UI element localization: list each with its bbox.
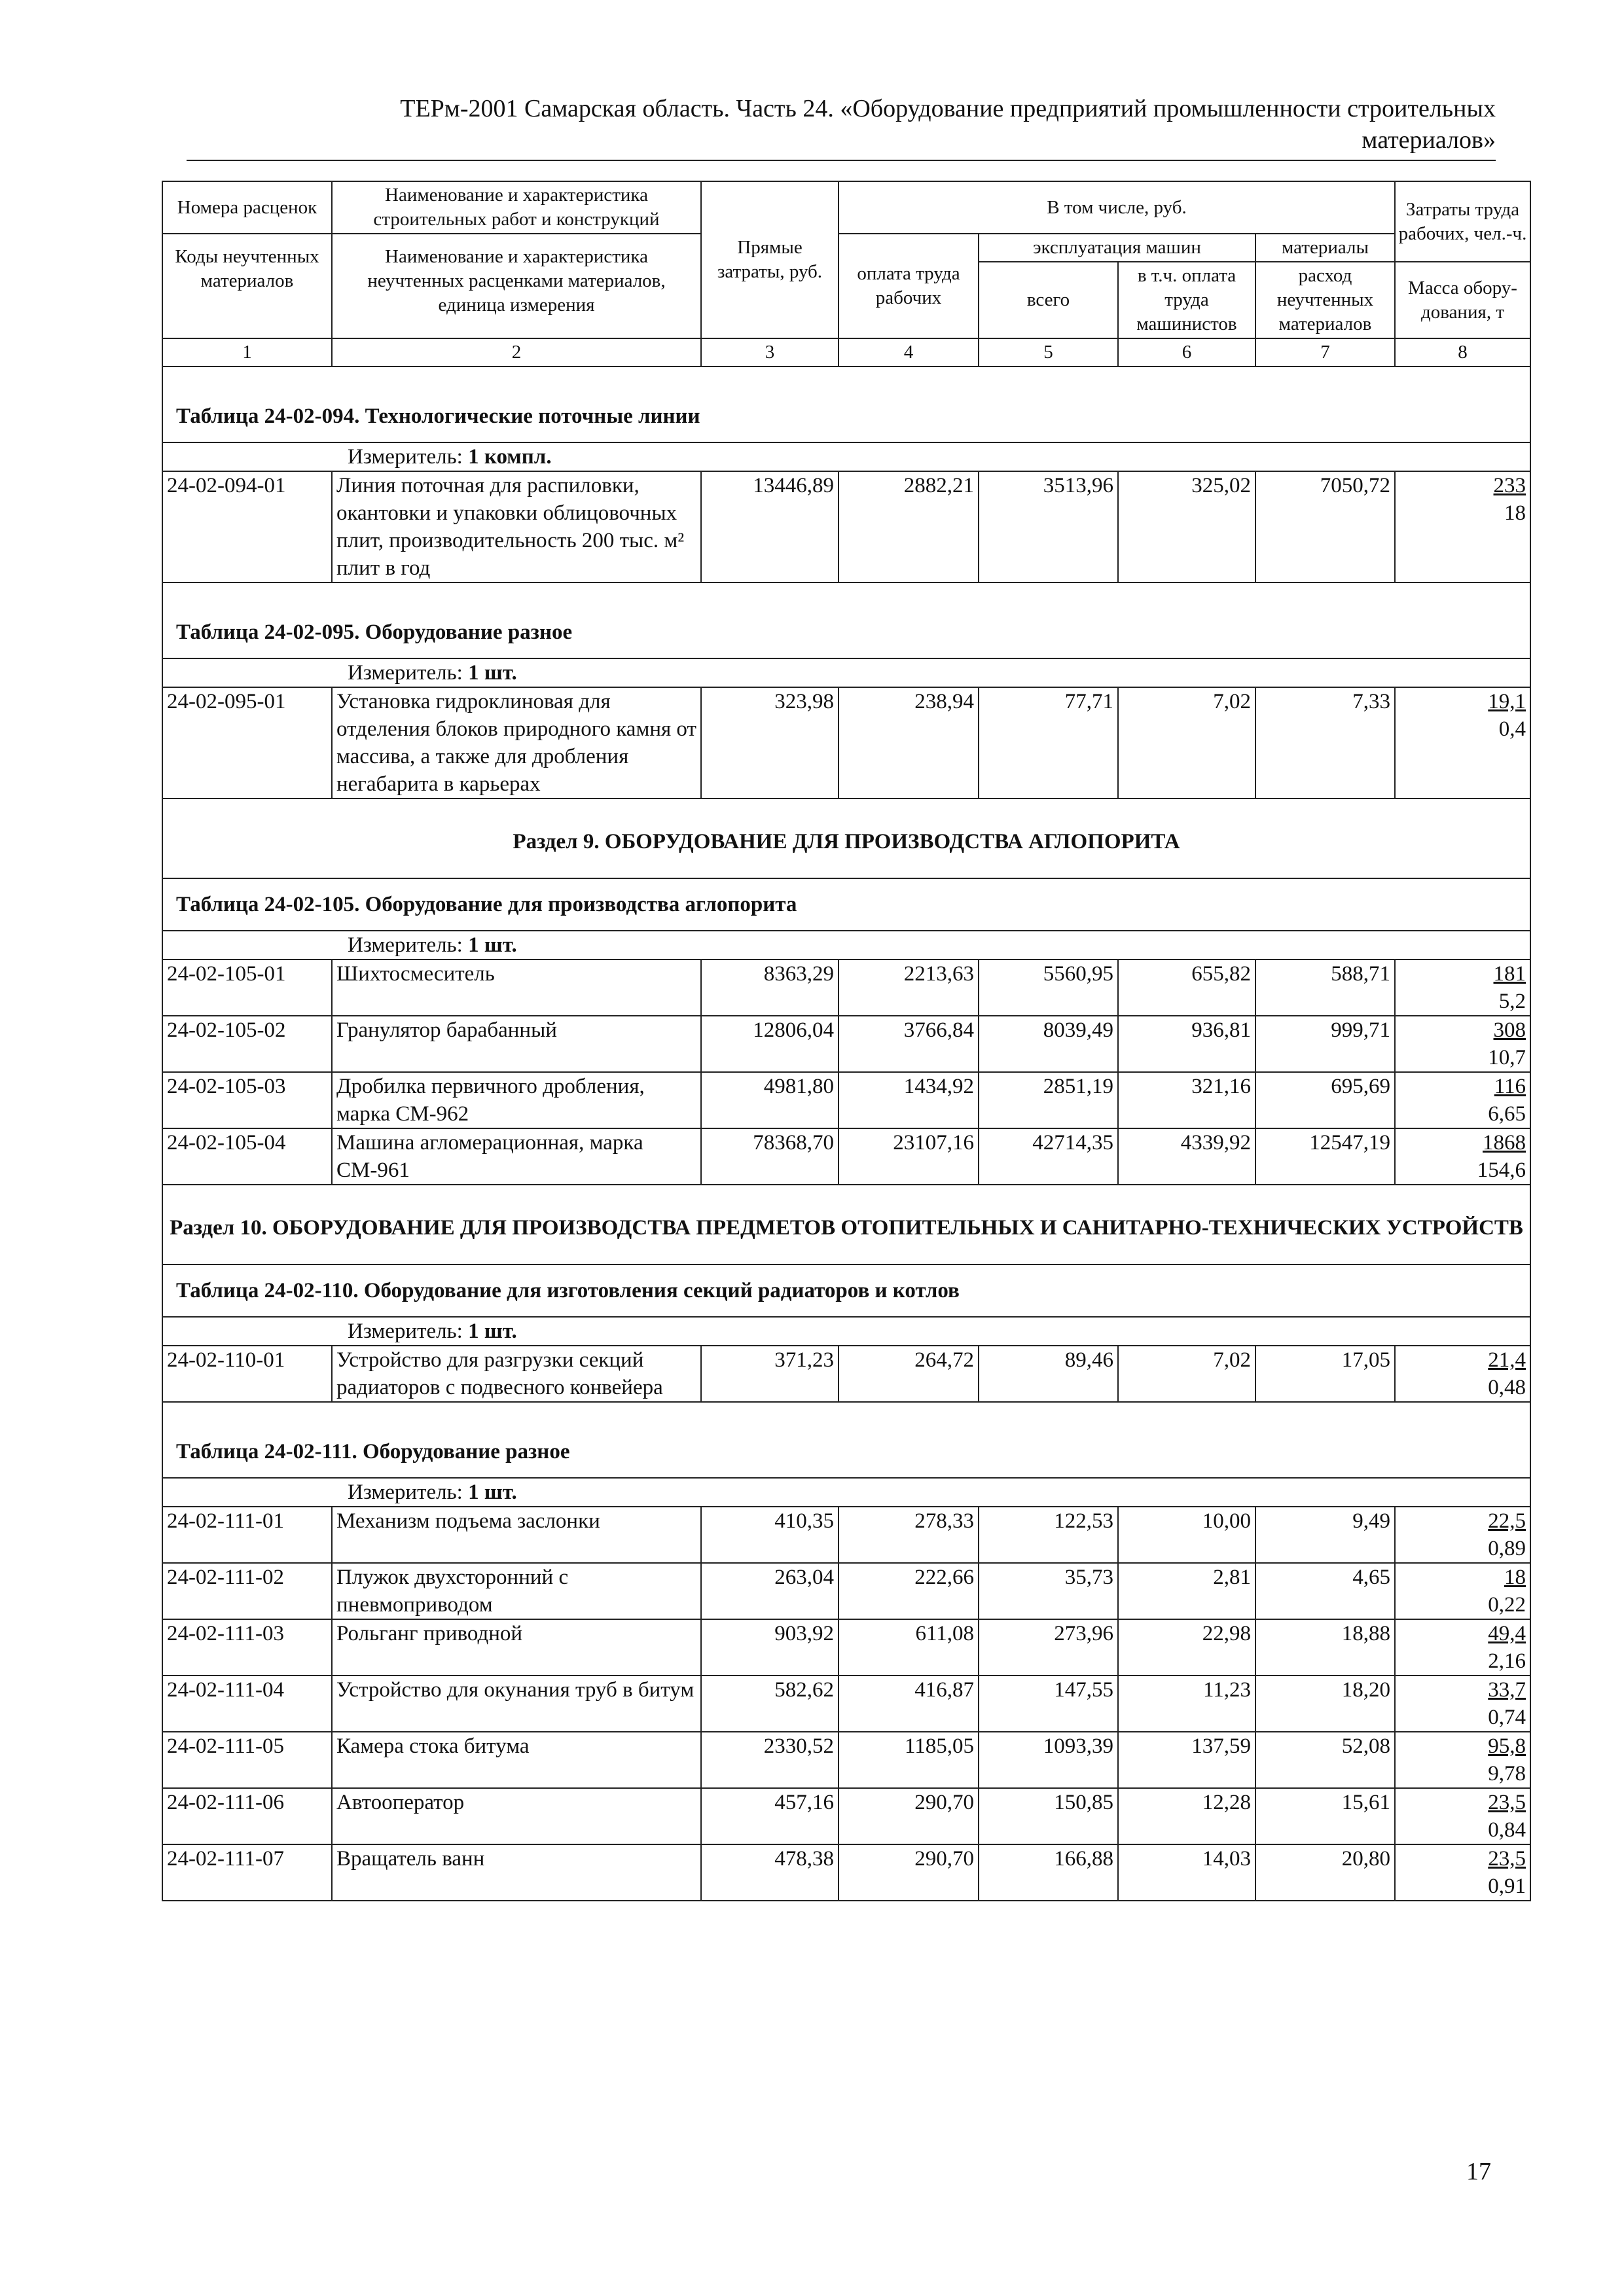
cost-labor: 3766,84 xyxy=(839,1016,979,1072)
hdr-direct-costs: Прямые затраты, руб. xyxy=(701,181,839,338)
rate-code: 24-02-105-02 xyxy=(162,1016,332,1072)
col-number: 4 xyxy=(839,338,979,367)
cost-labor: 222,66 xyxy=(839,1563,979,1619)
cost-labor: 2213,63 xyxy=(839,960,979,1016)
hdr-mat-codes: Коды неучтенных материалов xyxy=(175,246,319,291)
labor-hours: 18 xyxy=(1504,1566,1526,1589)
cost-labor: 238,94 xyxy=(839,687,979,798)
rate-code: 24-02-094-01 xyxy=(162,471,332,583)
cost-direct: 478,38 xyxy=(701,1844,839,1901)
work-name: Рольганг приводной xyxy=(332,1619,701,1676)
hdr-mat-codes-cell xyxy=(162,234,332,338)
labor-hours: 1868 xyxy=(1483,1131,1526,1155)
table-title: Таблица 24-02-094. Технологические поточные линии xyxy=(162,367,1530,442)
col-number: 7 xyxy=(1255,338,1395,367)
cost-labor: 264,72 xyxy=(839,1346,979,1402)
equipment-mass: 6,65 xyxy=(1488,1102,1526,1126)
measure-label: Измеритель: xyxy=(348,1480,469,1504)
rate-code: 24-02-110-01 xyxy=(162,1346,332,1402)
equipment-mass: 0,84 xyxy=(1488,1818,1526,1842)
hdr-work-name: Наименование и характеристика строительных работ и конструкций xyxy=(332,181,701,234)
col-number: 1 xyxy=(162,338,332,367)
hdr-codes: Номера расценок xyxy=(162,181,332,234)
cost-machines: 5560,95 xyxy=(979,960,1118,1016)
cost-materials: 52,08 xyxy=(1255,1732,1395,1788)
cost-drivers: 14,03 xyxy=(1118,1844,1255,1901)
hours-mass-cell xyxy=(1395,687,1530,798)
labor-hours: 33,7 xyxy=(1488,1678,1526,1702)
work-name: Камера стока битума xyxy=(332,1732,701,1788)
table-row xyxy=(162,1507,1530,1563)
cost-drivers: 22,98 xyxy=(1118,1619,1255,1676)
cost-direct: 13446,89 xyxy=(701,471,839,583)
measure-row xyxy=(162,1478,1530,1507)
cost-machines: 1093,39 xyxy=(979,1732,1118,1788)
header-line-1: ТЕРм-2001 Самарская область. Часть 24. «Оборудование предприятий промышленности строительных xyxy=(400,95,1496,122)
hours-mass-cell xyxy=(1395,1016,1530,1072)
labor-hours: 21,4 xyxy=(1488,1348,1526,1372)
labor-hours: 233 xyxy=(1493,474,1526,497)
table-row xyxy=(162,1844,1530,1901)
table-row xyxy=(162,1676,1530,1732)
rate-code: 24-02-111-04 xyxy=(162,1676,332,1732)
hours-mass-cell xyxy=(1395,1128,1530,1185)
cost-machines: 2851,19 xyxy=(979,1072,1118,1128)
hdr-mat-name-cell xyxy=(332,234,701,338)
price-table-body xyxy=(162,181,1530,1901)
labor-hours: 19,1 xyxy=(1488,690,1526,713)
table-title-row xyxy=(162,1265,1530,1317)
table-title: Таблица 24-02-105. Оборудование для производства аглопорита xyxy=(162,878,1530,931)
cost-machines: 35,73 xyxy=(979,1563,1118,1619)
cost-drivers: 321,16 xyxy=(1118,1072,1255,1128)
hdr-worker-pay: оплата труда рабочих xyxy=(839,234,979,338)
measure-label: Измеритель: xyxy=(348,1319,469,1343)
cost-drivers: 655,82 xyxy=(1118,960,1255,1016)
cost-materials: 18,20 xyxy=(1255,1676,1395,1732)
table-title: Таблица 24-02-111. Оборудование разное xyxy=(162,1402,1530,1478)
measure-unit: 1 шт. xyxy=(468,661,517,685)
cost-direct: 263,04 xyxy=(701,1563,839,1619)
cost-drivers: 7,02 xyxy=(1118,1346,1255,1402)
table-title: Таблица 24-02-110. Оборудование для изготовления секций радиаторов и котлов xyxy=(162,1265,1530,1317)
measure-cell xyxy=(162,442,1530,471)
cost-machines: 89,46 xyxy=(979,1346,1118,1402)
cost-materials: 15,61 xyxy=(1255,1788,1395,1844)
work-name: Машина агломерационная, марка СМ-961 xyxy=(332,1128,701,1185)
price-table xyxy=(162,181,1531,1901)
cost-drivers: 10,00 xyxy=(1118,1507,1255,1563)
hdr-labor-hours: Затраты труда рабочих, чел.-ч. xyxy=(1395,181,1530,262)
cost-materials: 18,88 xyxy=(1255,1619,1395,1676)
rate-code: 24-02-111-06 xyxy=(162,1788,332,1844)
labor-hours: 181 xyxy=(1493,962,1526,986)
measure-row xyxy=(162,658,1530,687)
table-title-row xyxy=(162,1402,1530,1478)
table-row xyxy=(162,1732,1530,1788)
header-rule xyxy=(187,160,1496,161)
hdr-machines: эксплуатация машин xyxy=(979,234,1255,262)
measure-cell xyxy=(162,658,1530,687)
cost-labor: 1434,92 xyxy=(839,1072,979,1128)
cost-machines: 42714,35 xyxy=(979,1128,1118,1185)
cost-direct: 582,62 xyxy=(701,1676,839,1732)
cost-direct: 457,16 xyxy=(701,1788,839,1844)
equipment-mass: 154,6 xyxy=(1477,1158,1526,1182)
table-row xyxy=(162,1563,1530,1619)
work-name: Установка гидроклиновая для отделения блоков природного камня от массива, а также для дробления негабарита в карьерах xyxy=(332,687,701,798)
cost-labor: 2882,21 xyxy=(839,471,979,583)
work-name: Механизм подъема заслонки xyxy=(332,1507,701,1563)
table-row xyxy=(162,687,1530,798)
labor-hours: 49,4 xyxy=(1488,1622,1526,1645)
equipment-mass: 0,4 xyxy=(1498,717,1526,741)
cost-direct: 903,92 xyxy=(701,1619,839,1676)
equipment-mass: 0,48 xyxy=(1488,1376,1526,1399)
cost-materials: 12547,19 xyxy=(1255,1128,1395,1185)
section-row xyxy=(162,798,1530,878)
measure-cell xyxy=(162,1317,1530,1346)
cost-drivers: 11,23 xyxy=(1118,1676,1255,1732)
page-number: 17 xyxy=(1466,2158,1491,2185)
cost-machines: 273,96 xyxy=(979,1619,1118,1676)
table-row xyxy=(162,960,1530,1016)
cost-machines: 122,53 xyxy=(979,1507,1118,1563)
cost-labor: 611,08 xyxy=(839,1619,979,1676)
cost-materials: 9,49 xyxy=(1255,1507,1395,1563)
hours-mass-cell xyxy=(1395,1507,1530,1563)
cost-machines: 150,85 xyxy=(979,1788,1118,1844)
measure-unit: 1 шт. xyxy=(468,1480,517,1504)
labor-hours: 22,5 xyxy=(1488,1509,1526,1533)
table-row xyxy=(162,1128,1530,1185)
cost-direct: 371,23 xyxy=(701,1346,839,1402)
equipment-mass: 0,74 xyxy=(1488,1706,1526,1729)
cost-drivers: 7,02 xyxy=(1118,687,1255,798)
measure-label: Измеритель: xyxy=(348,661,469,685)
equipment-mass: 0,89 xyxy=(1488,1537,1526,1560)
hdr-driver-pay: в т.ч. оплата труда машинистов xyxy=(1118,262,1255,338)
table-row xyxy=(162,471,1530,583)
rate-code: 24-02-111-01 xyxy=(162,1507,332,1563)
hours-mass-cell xyxy=(1395,1072,1530,1128)
cost-materials: 7,33 xyxy=(1255,687,1395,798)
work-name: Автооператор xyxy=(332,1788,701,1844)
table-row xyxy=(162,1619,1530,1676)
cost-machines: 166,88 xyxy=(979,1844,1118,1901)
rate-code: 24-02-105-01 xyxy=(162,960,332,1016)
hours-mass-cell xyxy=(1395,1619,1530,1676)
section-title: Раздел 9. ОБОРУДОВАНИЕ ДЛЯ ПРОИЗВОДСТВА АГЛОПОРИТА xyxy=(162,798,1530,878)
labor-hours: 23,5 xyxy=(1488,1791,1526,1814)
table-row xyxy=(162,1788,1530,1844)
table-title-row xyxy=(162,367,1530,442)
equipment-mass: 9,78 xyxy=(1488,1762,1526,1785)
measure-label: Измеритель: xyxy=(348,933,469,957)
table-row xyxy=(162,1016,1530,1072)
measure-cell xyxy=(162,1478,1530,1507)
measure-unit: 1 компл. xyxy=(468,445,552,469)
work-name: Шихтосмеситель xyxy=(332,960,701,1016)
cost-materials: 588,71 xyxy=(1255,960,1395,1016)
cost-materials: 20,80 xyxy=(1255,1844,1395,1901)
hours-mass-cell xyxy=(1395,1844,1530,1901)
cost-drivers: 12,28 xyxy=(1118,1788,1255,1844)
hours-mass-cell xyxy=(1395,960,1530,1016)
cost-labor: 278,33 xyxy=(839,1507,979,1563)
equipment-mass: 2,16 xyxy=(1488,1649,1526,1673)
cost-drivers: 325,02 xyxy=(1118,471,1255,583)
cost-direct: 8363,29 xyxy=(701,960,839,1016)
col-number: 2 xyxy=(332,338,701,367)
col-number: 3 xyxy=(701,338,839,367)
rate-code: 24-02-095-01 xyxy=(162,687,332,798)
cost-labor: 290,70 xyxy=(839,1844,979,1901)
section-title: Раздел 10. ОБОРУДОВАНИЕ ДЛЯ ПРОИЗВОДСТВА ПРЕДМЕТОВ ОТОПИТЕЛЬНЫХ И САНИТАРНО-ТЕХНИЧЕСКИХ УСТРОЙСТВ xyxy=(162,1185,1530,1265)
equipment-mass: 18 xyxy=(1504,501,1526,525)
table-title: Таблица 24-02-095. Оборудование разное xyxy=(162,583,1530,658)
cost-direct: 78368,70 xyxy=(701,1128,839,1185)
measure-cell xyxy=(162,931,1530,960)
labor-hours: 95,8 xyxy=(1488,1734,1526,1758)
work-name: Плужок двухсторонний с пневмоприводом xyxy=(332,1563,701,1619)
work-name: Устройство для разгрузки секций радиаторов с подвесного конвейера xyxy=(332,1346,701,1402)
cost-materials: 999,71 xyxy=(1255,1016,1395,1072)
cost-drivers: 4339,92 xyxy=(1118,1128,1255,1185)
cost-machines: 8039,49 xyxy=(979,1016,1118,1072)
header-row-2 xyxy=(162,234,1530,262)
cost-direct: 4981,80 xyxy=(701,1072,839,1128)
col-number: 5 xyxy=(979,338,1118,367)
measure-row xyxy=(162,442,1530,471)
cost-drivers: 137,59 xyxy=(1118,1732,1255,1788)
cost-direct: 410,35 xyxy=(701,1507,839,1563)
labor-hours: 308 xyxy=(1493,1018,1526,1042)
cost-labor: 1185,05 xyxy=(839,1732,979,1788)
section-row xyxy=(162,1185,1530,1265)
hours-mass-cell xyxy=(1395,1732,1530,1788)
running-header xyxy=(187,93,1496,156)
rate-code: 24-02-111-07 xyxy=(162,1844,332,1901)
col-number: 6 xyxy=(1118,338,1255,367)
cost-drivers: 936,81 xyxy=(1118,1016,1255,1072)
hdr-including: В том числе, руб. xyxy=(839,181,1395,234)
cost-machines: 77,71 xyxy=(979,687,1118,798)
measure-row xyxy=(162,1317,1530,1346)
work-name: Гранулятор барабанный xyxy=(332,1016,701,1072)
rate-code: 24-02-111-05 xyxy=(162,1732,332,1788)
hdr-materials: материалы xyxy=(1255,234,1395,262)
cost-labor: 290,70 xyxy=(839,1788,979,1844)
measure-label: Измеритель: xyxy=(348,445,469,469)
cost-machines: 3513,96 xyxy=(979,471,1118,583)
rate-code: 24-02-105-04 xyxy=(162,1128,332,1185)
rate-code: 24-02-111-03 xyxy=(162,1619,332,1676)
measure-row xyxy=(162,931,1530,960)
col-number: 8 xyxy=(1395,338,1530,367)
cost-labor: 23107,16 xyxy=(839,1128,979,1185)
equipment-mass: 0,91 xyxy=(1488,1874,1526,1898)
hdr-equipment-mass: Масса обору-дования, т xyxy=(1395,262,1530,338)
rate-code: 24-02-105-03 xyxy=(162,1072,332,1128)
equipment-mass: 0,22 xyxy=(1488,1593,1526,1617)
cost-materials: 4,65 xyxy=(1255,1563,1395,1619)
cost-labor: 416,87 xyxy=(839,1676,979,1732)
hours-mass-cell xyxy=(1395,1676,1530,1732)
hours-mass-cell xyxy=(1395,1346,1530,1402)
hdr-machines-total: всего xyxy=(979,262,1118,338)
header-row-1 xyxy=(162,181,1530,234)
labor-hours: 23,5 xyxy=(1488,1847,1526,1871)
work-name: Линия поточная для распиловки, окантовки и упаковки облицовочных плит, производительность 200 тыс. м² плит в год xyxy=(332,471,701,583)
rate-code: 24-02-111-02 xyxy=(162,1563,332,1619)
cost-drivers: 2,81 xyxy=(1118,1563,1255,1619)
cost-direct: 323,98 xyxy=(701,687,839,798)
cost-materials: 695,69 xyxy=(1255,1072,1395,1128)
measure-unit: 1 шт. xyxy=(468,933,517,957)
work-name: Дробилка первичного дробления, марка СМ-962 xyxy=(332,1072,701,1128)
table-title-row xyxy=(162,583,1530,658)
labor-hours: 116 xyxy=(1494,1075,1526,1098)
hours-mass-cell xyxy=(1395,1563,1530,1619)
cost-direct: 12806,04 xyxy=(701,1016,839,1072)
cost-materials: 7050,72 xyxy=(1255,471,1395,583)
table-title-row xyxy=(162,878,1530,931)
measure-unit: 1 шт. xyxy=(468,1319,517,1343)
equipment-mass: 5,2 xyxy=(1498,990,1526,1013)
cost-materials: 17,05 xyxy=(1255,1346,1395,1402)
table-row xyxy=(162,1346,1530,1402)
equipment-mass: 10,7 xyxy=(1488,1046,1526,1069)
hdr-materials-usage: расход неучтенных материалов xyxy=(1255,262,1395,338)
work-name: Устройство для окунания труб в битум xyxy=(332,1676,701,1732)
hdr-mat-name: Наименование и характеристика неучтенных расценками материалов, единица измерения xyxy=(367,246,666,315)
column-numbers-row xyxy=(162,338,1530,367)
work-name: Вращатель ванн xyxy=(332,1844,701,1901)
cost-direct: 2330,52 xyxy=(701,1732,839,1788)
table-row xyxy=(162,1072,1530,1128)
hours-mass-cell xyxy=(1395,471,1530,583)
cost-machines: 147,55 xyxy=(979,1676,1118,1732)
header-line-2: материалов» xyxy=(1362,126,1496,154)
hours-mass-cell xyxy=(1395,1788,1530,1844)
